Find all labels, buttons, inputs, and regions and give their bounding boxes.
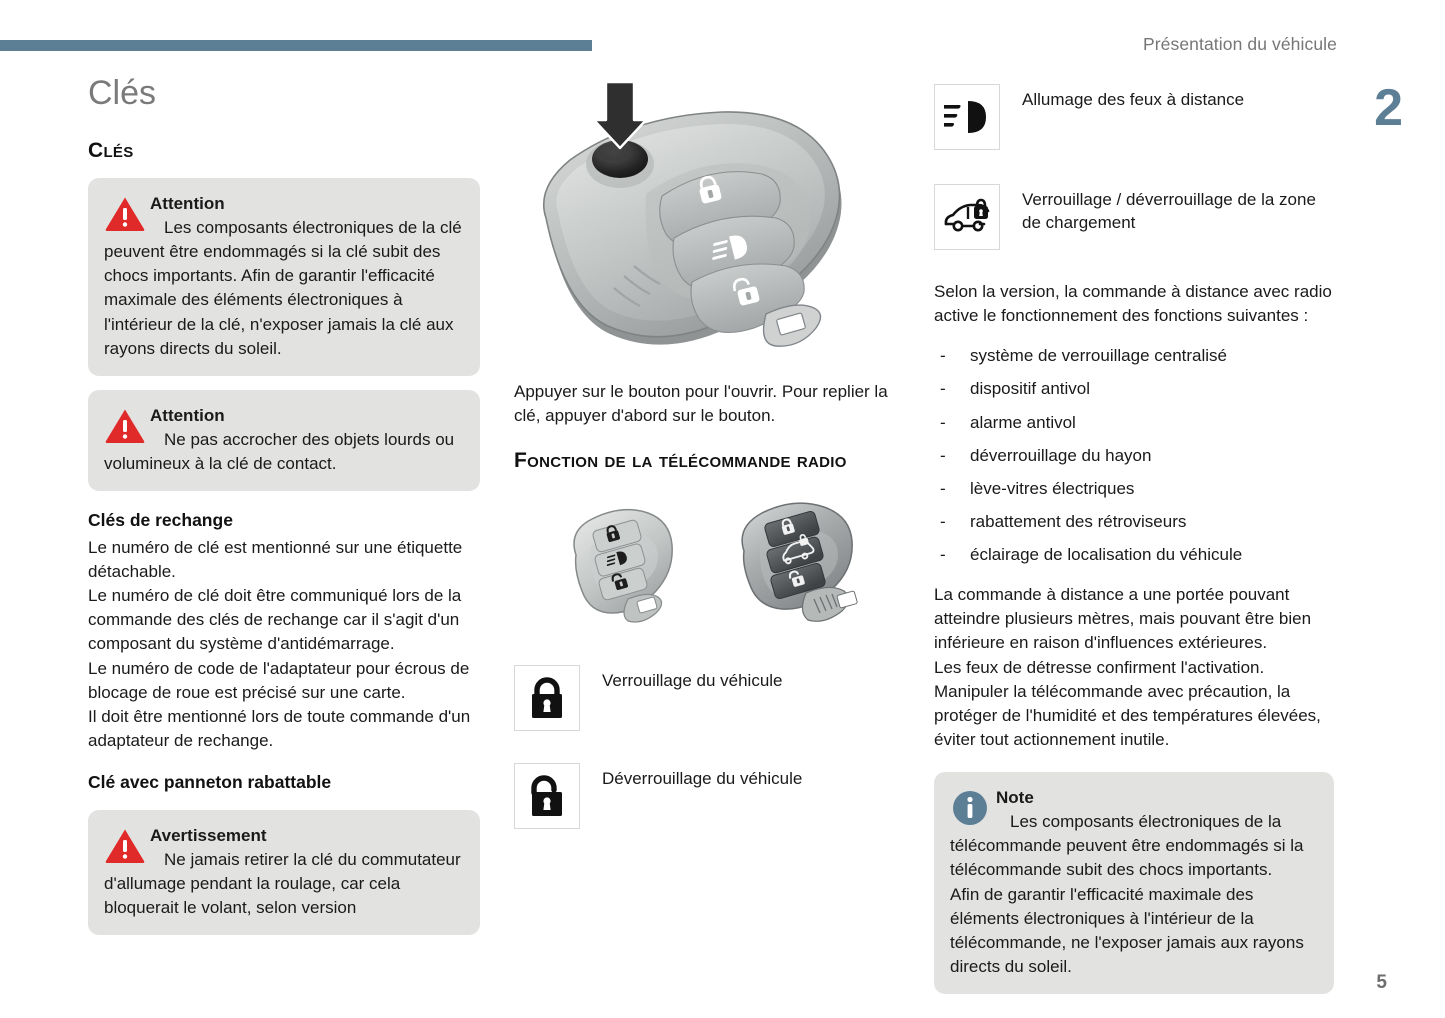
van-padlock-icon — [934, 184, 1000, 250]
callout-avertissement — [88, 810, 480, 936]
legend-row-verrouillage — [514, 665, 906, 731]
heading-cle-panneton-rabattable: Clé avec panneton rabattable — [88, 772, 332, 793]
right-column — [934, 84, 1334, 1008]
list-item — [934, 377, 1334, 401]
paragraph-spare-3: Le numéro de code de l'adaptateur pour écrous de blocage de roue est précisé sur une carte. — [88, 658, 470, 702]
figure-folding-key-fob — [514, 76, 906, 366]
bullet-marker: - — [940, 379, 946, 399]
legend-row-feux-distance — [934, 84, 1334, 150]
paragraph-range-2: Les feux de détresse confirment l'activation. — [934, 657, 1265, 677]
callout-text-block — [950, 786, 1318, 979]
callout-attention-2 — [88, 390, 480, 491]
legend-label: Verrouillage du véhicule — [602, 670, 783, 690]
list-item-label: rabattement des rétroviseurs — [970, 511, 1187, 531]
list-item — [934, 411, 1334, 435]
list-item-label: alarme antivol — [970, 412, 1076, 432]
warning-triangle-icon — [104, 406, 146, 444]
chapter-number: 2 — [1374, 79, 1403, 137]
info-circle-icon — [950, 788, 992, 826]
section-heading-cles: Clés — [88, 138, 134, 162]
bullet-marker: - — [940, 346, 946, 366]
paragraph-range-3: Manipuler la télécommande avec précaution, la protéger de l'humidité et des températures élevées, éviter tout actionnement inutile. — [934, 681, 1321, 749]
list-item-label: déverrouillage du hayon — [970, 445, 1152, 465]
callout-title: Attention — [150, 405, 225, 425]
figure-two-remote-keys — [546, 493, 906, 643]
header-accent-rule — [0, 40, 592, 51]
callout-text-block — [104, 404, 464, 476]
paragraph-spare-2: Le numéro de clé doit être communiqué lors de la commande des clés de rechange car il s'agit d'un composant du système d'antidémarrage. — [88, 586, 462, 654]
callout-text-block — [104, 192, 464, 361]
paragraph-spare-1: Le numéro de clé est mentionné sur une étiquette détachable. — [88, 537, 463, 582]
bullet-marker: - — [940, 511, 946, 531]
padlock-locked-icon — [514, 665, 580, 731]
callout-text-block — [104, 824, 464, 921]
callout-body: Ne jamais retirer la clé du commutateur d'allumage pendant la roulage, car cela bloquerait le volant, selon version — [104, 849, 461, 918]
callout-body-1: Les composants électroniques de la télécommande peuvent être endommagés si la télécommande subit des chocs importants. — [950, 812, 1304, 880]
heading-cles-de-rechange: Clés de rechange — [88, 510, 233, 531]
callout-body: Ne pas accrocher des objets lourds ou volumineux à la clé de contact. — [104, 429, 455, 474]
list-item-label: lève-vitres électriques — [970, 478, 1135, 498]
remote-key-light — [574, 509, 672, 621]
remote-key-dark — [742, 503, 857, 621]
middle-column — [514, 76, 906, 861]
paragraph-remote-intro: Selon la version, la commande à distance avec radio active le fonctionnement des fonctions suivantes : — [934, 282, 1332, 326]
bullet-marker: - — [940, 445, 946, 465]
caption-folding-key: Appuyer sur le bouton pour l'ouvrir. Pour replier la clé, appuyer d'abord sur le bouton. — [514, 382, 888, 426]
callout-body: Les composants électroniques de la clé peuvent être endommagés si la clé subit des chocs importants. Afin de garantir l'efficacité maximale des éléments électroniques à l'intérieur de la clé, n'exposer jamais la clé aux rayons directs du soleil. — [104, 218, 462, 358]
remote-features-list — [934, 344, 1334, 567]
headlight-beam-icon — [934, 84, 1000, 150]
legend-label: Déverrouillage du véhicule — [602, 768, 803, 788]
running-header-title: Présentation du véhicule — [1142, 34, 1337, 54]
list-item-label: éclairage de localisation du véhicule — [970, 545, 1243, 564]
callout-title: Attention — [150, 193, 225, 213]
list-item — [934, 477, 1334, 501]
list-item — [934, 510, 1334, 534]
legend-label: Verrouillage / déverrouillage de la zone de chargement — [1022, 190, 1316, 232]
page-number: 5 — [1376, 972, 1387, 993]
padlock-unlocked-icon — [514, 763, 580, 829]
warning-triangle-icon — [104, 194, 146, 232]
callout-body-2: Afin de garantir l'efficacité maximale des éléments électroniques à l'intérieur de la télécommande, ne l'exposer jamais aux rayons directs du soleil. — [950, 884, 1304, 976]
page-title: Clés — [88, 74, 157, 112]
list-item-label: dispositif antivol — [970, 379, 1091, 399]
warning-triangle-icon — [104, 826, 146, 864]
section-heading-telecommande: Fonction de la télécommande radio — [514, 449, 847, 473]
callout-note — [934, 772, 1334, 994]
left-column — [88, 76, 480, 949]
legend-label: Allumage des feux à distance — [1022, 90, 1245, 109]
list-item — [934, 344, 1334, 368]
list-item — [934, 444, 1334, 468]
bullet-marker: - — [940, 412, 946, 432]
list-item-label: système de verrouillage centralisé — [970, 346, 1228, 366]
callout-title: Avertissement — [150, 825, 267, 845]
legend-row-zone-chargement — [934, 184, 1334, 250]
bullet-marker: - — [940, 478, 946, 498]
list-item — [934, 543, 1334, 567]
callout-attention-1 — [88, 178, 480, 376]
callout-title: Note — [996, 788, 1034, 807]
paragraph-spare-4: Il doit être mentionné lors de toute commande d'un adaptateur de rechange. — [88, 706, 471, 750]
paragraph-range-1: La commande à distance a une portée pouvant atteindre plusieurs mètres, mais pouvant être bien inférieure en raison d'influences extérieures. — [934, 585, 1312, 653]
bullet-marker: - — [940, 545, 946, 564]
legend-row-deverrouillage — [514, 763, 906, 829]
